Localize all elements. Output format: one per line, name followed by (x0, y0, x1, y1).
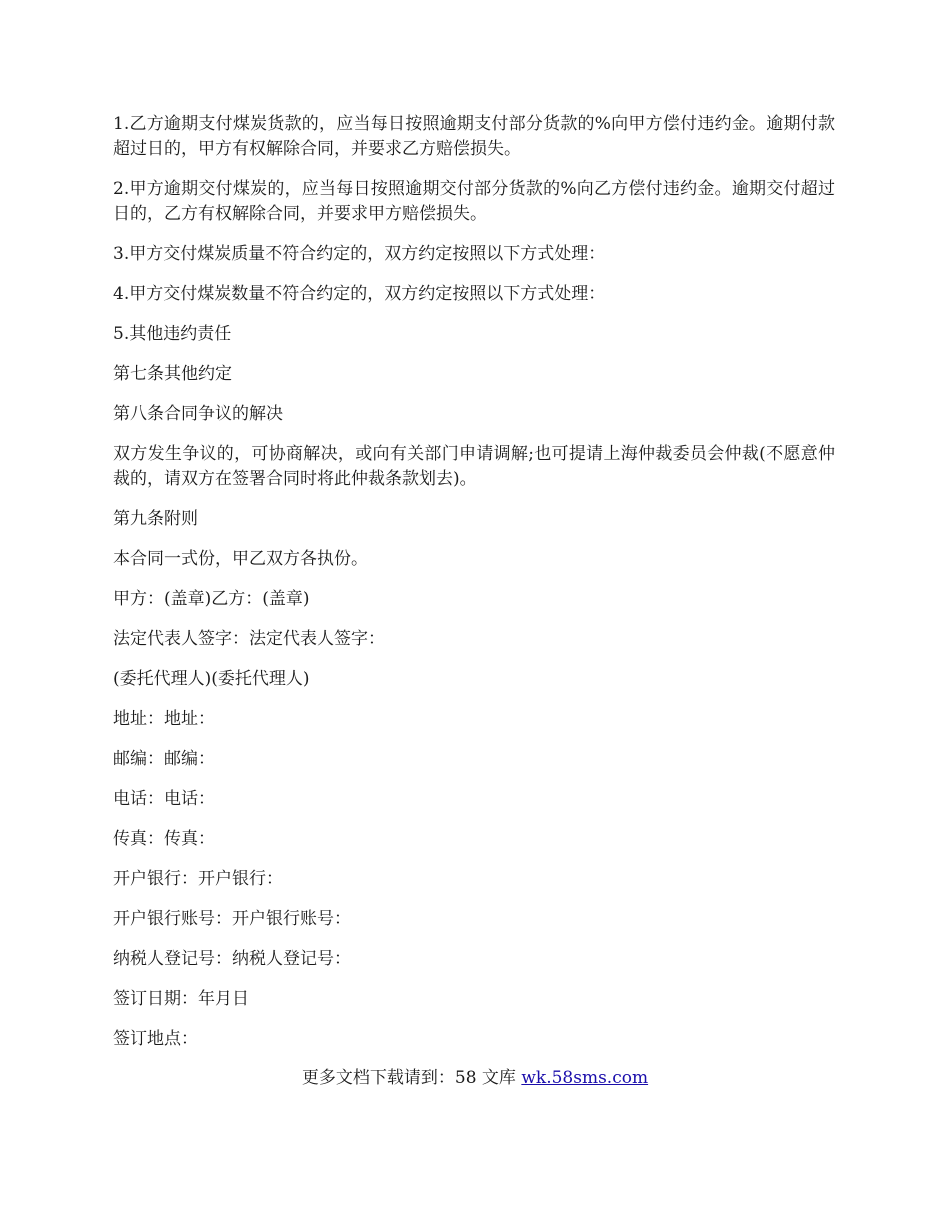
signing-place-line: 签订地点： (113, 1029, 198, 1049)
article-9-heading: 第九条附则 (113, 509, 198, 529)
document-body (113, 112, 835, 1067)
copies-text: 本合同一式份，甲乙双方各执份。 (113, 549, 368, 569)
agent-line: (委托代理人)(委托代理人) (113, 669, 310, 689)
postcode-line: 邮编：邮编： (113, 749, 215, 769)
tax-id-line: 纳税人登记号：纳税人登记号： (113, 949, 351, 969)
bank-line: 开户银行：开户银行： (113, 869, 283, 889)
signing-date-line: 签订日期：年月日 (113, 989, 249, 1009)
clause-quality: 3.甲方交付煤炭质量不符合约定的，双方约定按照以下方式处理： (113, 244, 606, 264)
article-8-heading: 第八条合同争议的解决 (113, 404, 283, 424)
clause-late-delivery: 2.甲方逾期交付煤炭的，应当每日按照逾期交付部分货款的%向乙方偿付违约金。逾期交付超过日的，乙方有权解除合同，并要求甲方赔偿损失。 (113, 179, 835, 224)
clause-quantity: 4.甲方交付煤炭数量不符合约定的，双方约定按照以下方式处理： (113, 284, 606, 304)
address-line: 地址：地址： (113, 709, 215, 729)
phone-line: 电话：电话： (113, 789, 215, 809)
bank-account-line: 开户银行账号：开户银行账号： (113, 909, 351, 929)
fax-line: 传真：传真： (113, 829, 215, 849)
download-footer (0, 1066, 950, 1091)
legal-rep-signature-line: 法定代表人签字：法定代表人签字： (113, 629, 385, 649)
footer-text: 更多文档下载请到：58 文库 (301, 1068, 522, 1088)
article-7-heading: 第七条其他约定 (113, 364, 232, 384)
clause-late-payment: 1.乙方逾期支付煤炭货款的，应当每日按照逾期支付部分货款的%向甲方偿付违约金。逾期付款超过日的，甲方有权解除合同，并要求乙方赔偿损失。 (113, 114, 835, 159)
clause-other-liability: 5.其他违约责任 (113, 324, 232, 344)
party-seal-line: 甲方：(盖章)乙方：(盖章) (113, 589, 310, 609)
footer-link[interactable]: wk.58sms.com (521, 1068, 649, 1088)
dispute-resolution-text: 双方发生争议的，可协商解决，或向有关部门申请调解;也可提请上海仲裁委员会仲裁(不愿意仲裁的，请双方在签署合同时将此仲裁条款划去)。 (113, 444, 835, 489)
